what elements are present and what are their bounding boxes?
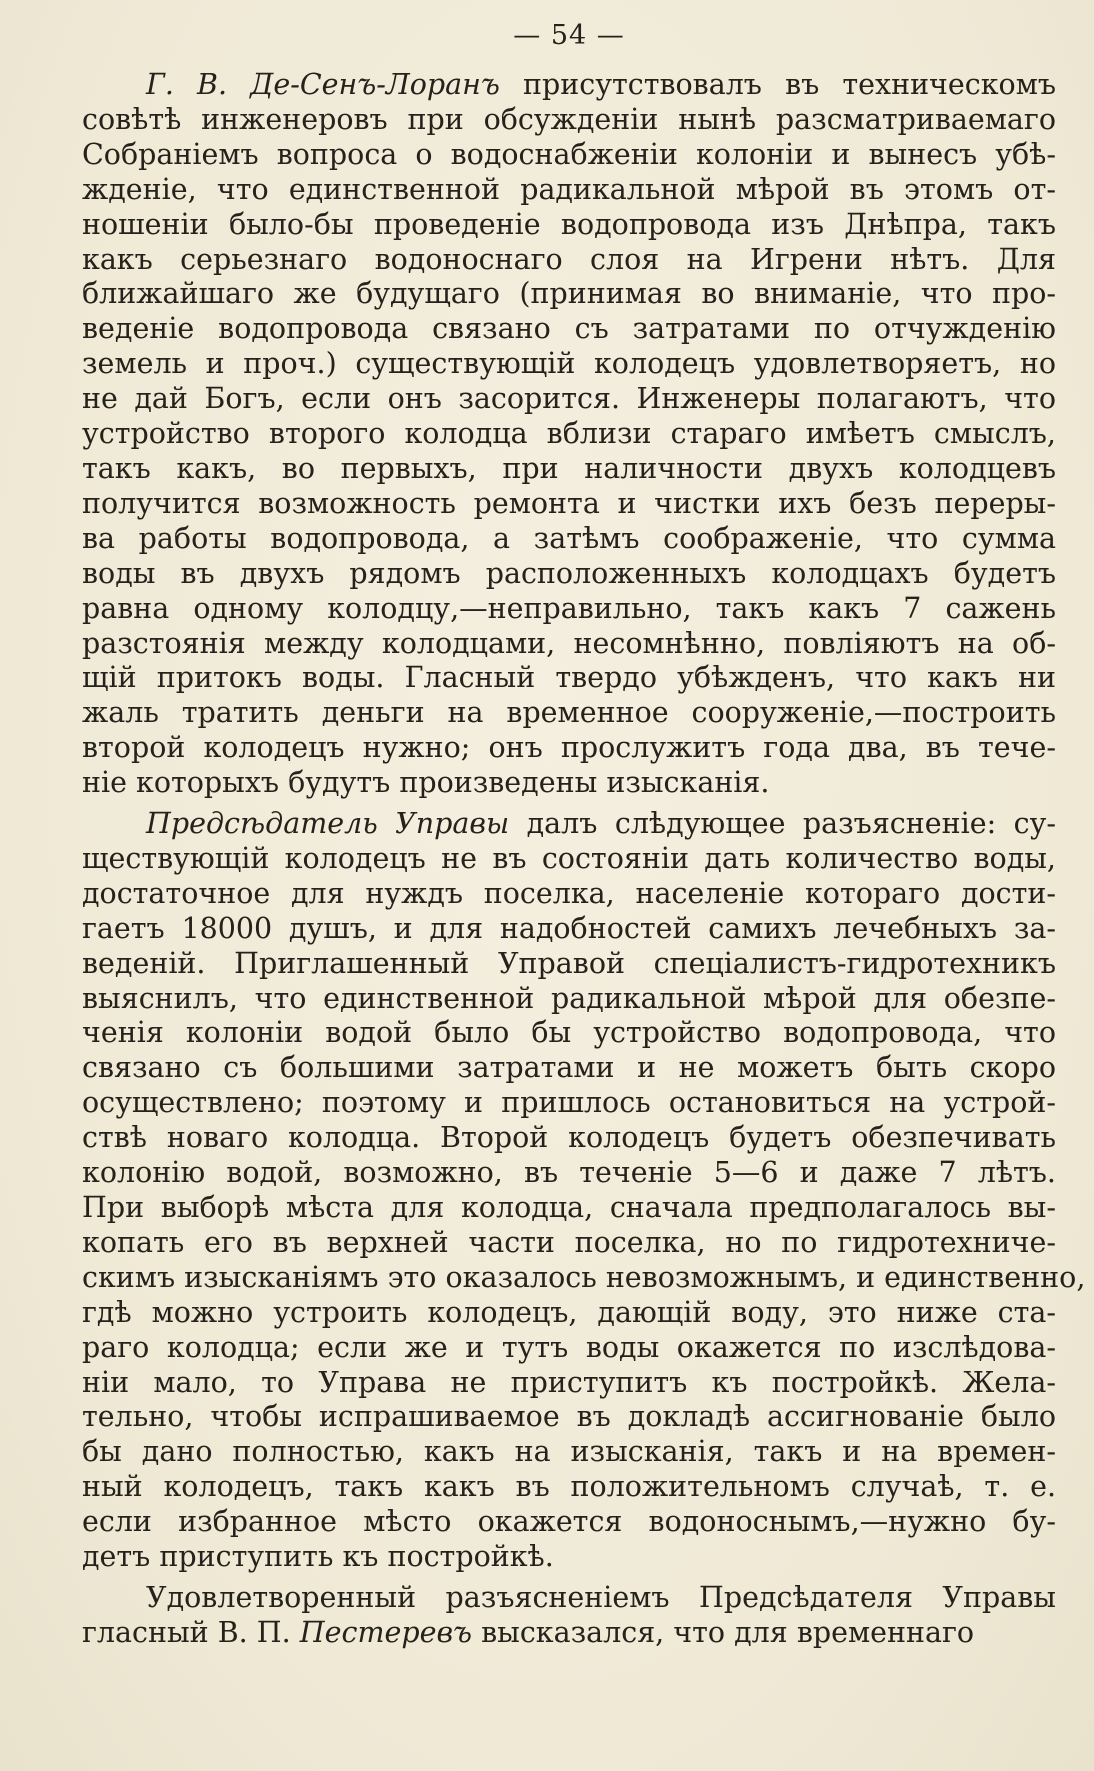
text-run: жаль тратить деньги на временное сооруженіе,—построить [82, 696, 1056, 730]
text-run: ченія колоніи водой было бы устройство водопровода, что [82, 1016, 1056, 1050]
text-run: если избранное мѣсто окажется водоноснымъ,—нужно бу- [82, 1505, 1056, 1539]
text-line [82, 522, 1056, 557]
text-line [82, 312, 1056, 347]
paragraph [82, 807, 1086, 1575]
text-line [82, 1331, 1056, 1366]
text-body [82, 68, 1086, 1651]
text-run: щій притокъ воды. Гласный твердо убѣжденъ, что какъ ни [82, 661, 1056, 695]
text-line [82, 103, 1056, 138]
text-run: копать его въ верхней части поселка, но по гидротехниче- [82, 1225, 1056, 1259]
text-run: далъ слѣдующее разъясненіе: су- [509, 807, 1057, 841]
text-line [82, 1260, 1086, 1296]
text-line [82, 382, 1056, 417]
text-line [82, 912, 1056, 947]
paragraph [82, 68, 1056, 801]
text-line [82, 68, 1056, 103]
text-line [82, 1366, 1056, 1401]
text-run: Удовлетворенный разъясненіемъ Предсѣдателя Управы [146, 1580, 1056, 1614]
text-run: ніи мало, то Управа не приступитъ къ постройкѣ. Желa- [82, 1365, 1056, 1399]
text-run: равна одному колодцу,—неправильно, такъ какъ 7 сажень [82, 591, 1056, 625]
text-line [82, 1156, 1056, 1191]
text-run: веденій. Приглашенный Управой спеціалистъ-гидротехникъ [82, 946, 1056, 980]
text-run: ществующій колодецъ не въ состояніи дать количество воды, [82, 841, 1056, 875]
text-run: второй колодецъ нужно; онъ прослужитъ года два, въ тече- [82, 731, 1056, 765]
text-line [82, 487, 1056, 522]
text-run: гаетъ 18000 душъ, и для надобностей самихъ лечебныхъ за- [82, 911, 1056, 945]
text-run: гласный В. П. [82, 1615, 300, 1649]
text-line [82, 1086, 1056, 1121]
text-run: воды въ двухъ рядомъ расположенныхъ колодцахъ будетъ [82, 556, 1056, 590]
text-line [82, 982, 1056, 1017]
text-line [82, 731, 1056, 766]
text-line [82, 347, 1056, 382]
text-line [82, 277, 1056, 312]
page-number: — 54 — [513, 20, 625, 51]
text-run: достаточное для нуждъ поселка, населеніе котораго дости- [82, 876, 1056, 910]
text-run: какъ серьезнаго водоноснаго слоя на Игрени нѣтъ. Для [82, 242, 1056, 276]
text-line [82, 417, 1056, 452]
text-line [82, 1296, 1056, 1331]
text-line [82, 877, 1056, 912]
text-line [82, 1400, 1056, 1435]
text-run: присутствовалъ въ техническомъ [499, 68, 1057, 101]
text-line [82, 1016, 1056, 1051]
text-run: ношеніи было-бы проведеніе водопровода изъ Днѣпра, такъ [82, 207, 1056, 241]
text-line [82, 766, 1056, 801]
text-run: тельно, чтобы испрашиваемое въ докладѣ ассигнованіе было [82, 1400, 1056, 1434]
text-line [82, 661, 1056, 696]
italic-name: Пестеревъ [299, 1615, 473, 1649]
text-line [82, 557, 1056, 592]
text-line [82, 1540, 1056, 1575]
text-run: При выборѣ мѣста для колодца, сначала предполагалось вы- [82, 1191, 1056, 1224]
text-run: получится возможность ремонта и чистки ихъ безъ переры- [82, 486, 1056, 520]
text-run: гдѣ можно устроить колодецъ, дающій воду, это ниже ста- [82, 1295, 1056, 1329]
text-run: ближайшаго же будущаго (принимая во вниманіе, что про- [82, 277, 1056, 311]
text-run: ный колодецъ, такъ какъ въ положительномъ случаѣ, т. е. [82, 1470, 1056, 1504]
text-line [82, 627, 1056, 662]
text-run: такъ какъ, во первыхъ, при наличности двухъ колодцевъ [82, 451, 1056, 485]
text-run: высказался, что для временнаго [472, 1615, 975, 1649]
text-line [82, 1121, 1056, 1156]
text-run: разстоянія между колодцами, несомнѣнно, повліяютъ на об- [82, 626, 1056, 660]
text-line [82, 592, 1056, 627]
italic-name: Г. В. Де-Сенъ-Лоранъ [146, 68, 500, 101]
text-run: раго колодца; если же и тутъ воды окажется по изслѣдова- [82, 1330, 1056, 1364]
text-run: Собраніемъ вопроса о водоснабженіи колоніи и вынесъ убѣ- [82, 137, 1056, 171]
text-line [82, 1435, 1056, 1470]
italic-name: Предсѣдатель Управы [146, 807, 510, 841]
text-line [82, 1470, 1056, 1505]
text-run: бы дано полностью, какъ на изысканія, такъ и на времен- [82, 1435, 1056, 1469]
text-line [82, 1191, 1056, 1226]
text-line [82, 208, 1056, 243]
text-line [82, 452, 1056, 487]
text-line [82, 1581, 1056, 1616]
text-line [82, 138, 1056, 173]
text-line [82, 243, 1056, 278]
text-line [82, 842, 1056, 877]
text-line [82, 173, 1056, 208]
text-run: веденіе водопровода связано съ затратами по отчужденію [82, 312, 1056, 346]
text-run: жденіе, что единственной радикальной мѣрой въ этомъ от- [82, 172, 1056, 206]
text-run: детъ приступить къ постройкѣ. [82, 1540, 554, 1574]
text-run: выяснилъ, что единственной радикальной мѣрой для обезпе- [82, 981, 1056, 1015]
text-run: совѣтѣ инженеровъ при обсужденіи нынѣ разсматриваемаго [82, 102, 1056, 136]
text-line [82, 696, 1056, 731]
text-run: ніе которыхъ будутъ произведены изысканія. [82, 766, 770, 800]
text-line [82, 1505, 1056, 1540]
text-line [82, 947, 1056, 982]
text-line [82, 807, 1056, 842]
text-run: осуществлено; поэтому и пришлось остановиться на устрой- [82, 1086, 1056, 1120]
text-run: ствѣ новаго колодца. Второй колодецъ будетъ обезпечивать [82, 1121, 1056, 1155]
text-run: связано съ большими затратами и не можетъ быть скоро [82, 1051, 1056, 1085]
text-run: ва работы водопровода, а затѣмъ соображеніе, что сумма [82, 521, 1056, 555]
paragraph [82, 1581, 1056, 1651]
text-line [82, 1051, 1056, 1086]
text-run: не дай Богъ, если онъ засорится. Инженеры полагаютъ, что [82, 382, 1056, 416]
text-line [82, 1226, 1056, 1261]
text-line [82, 1616, 1056, 1651]
text-run: устройство второго колодца вблизи стараго имѣетъ смыслъ, [82, 417, 1056, 451]
text-run: колонію водой, возможно, въ теченіе 5—6 и даже 7 лѣтъ. [82, 1156, 1056, 1190]
text-run: земель и проч.) существующій колодецъ удовлетворяетъ, но [82, 347, 1056, 381]
text-run: скимъ изысканіямъ это оказалось невозможнымъ, и единственно, [82, 1260, 1086, 1294]
